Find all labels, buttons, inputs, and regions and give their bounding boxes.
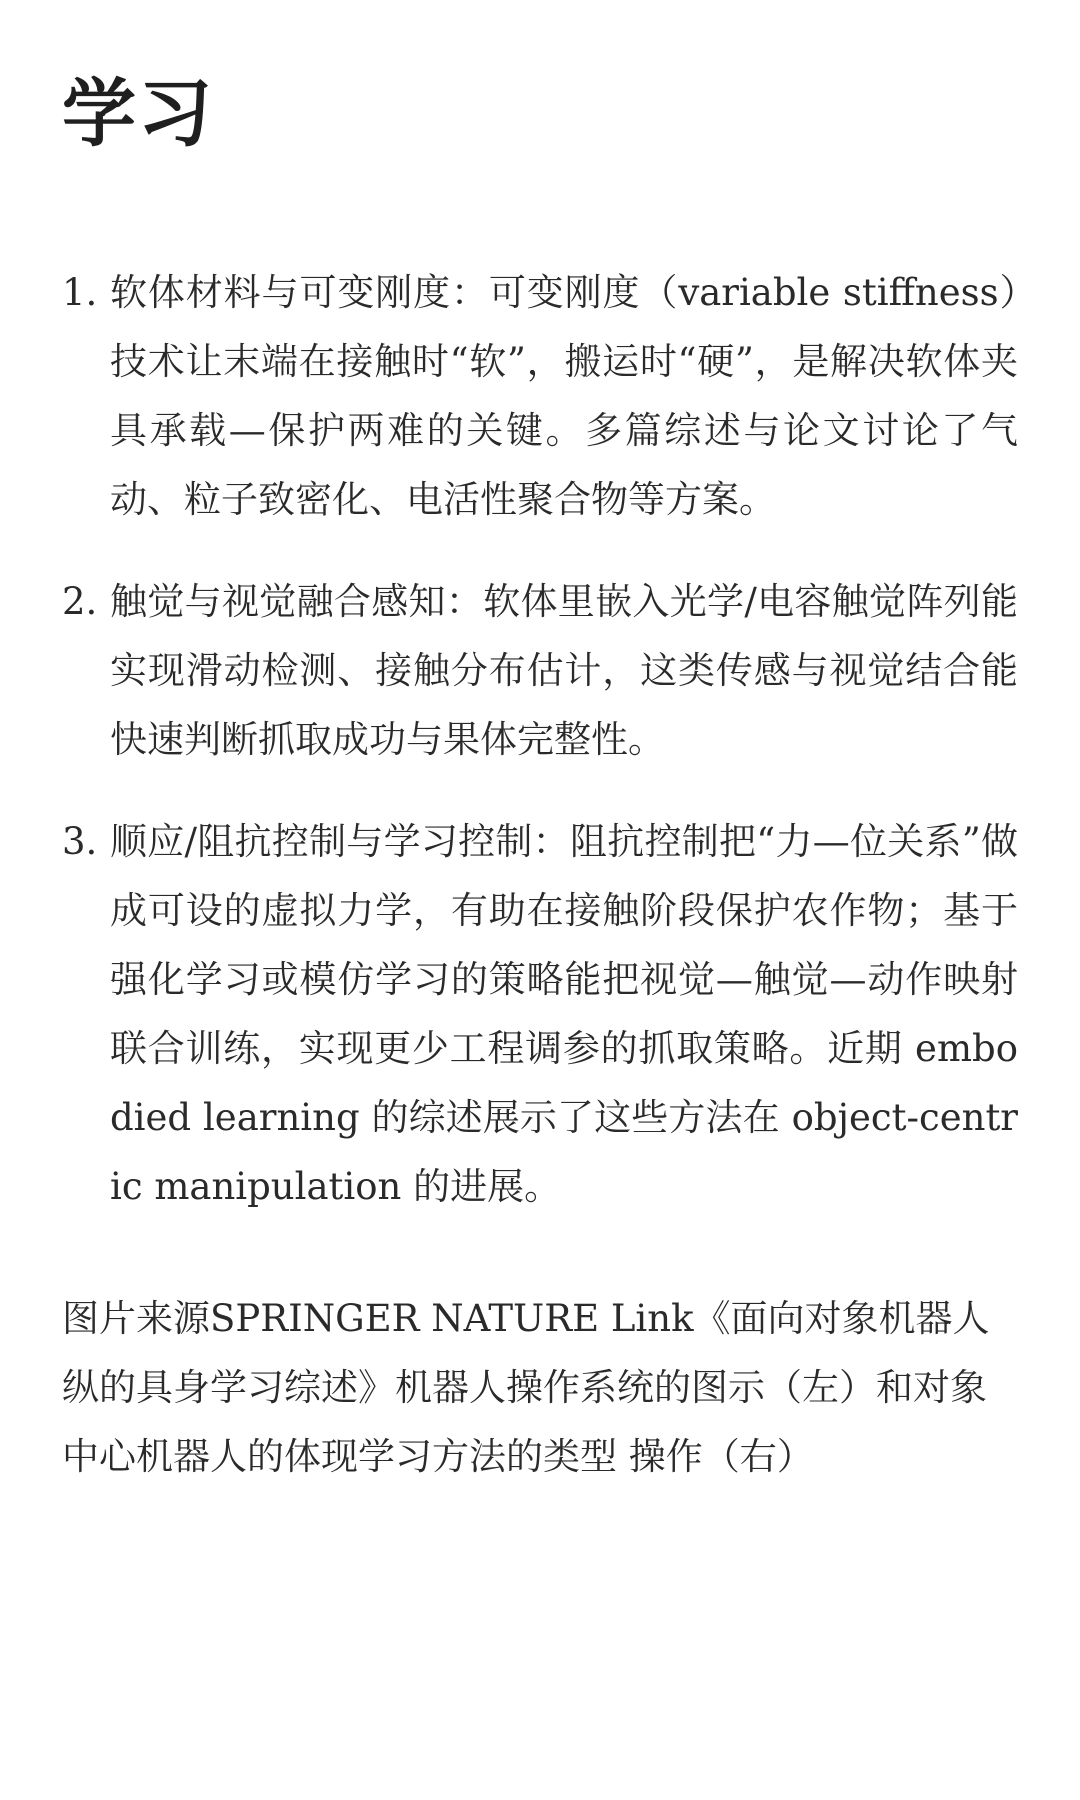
article-body <box>62 0 1018 1491</box>
list-item-text: 软体材料与可变刚度：可变刚度（variable stiffness）技术让末端在接触时“软”，搬运时“硬”，是解决软体夹具承载—保护两难的关键。多篇综述与论文讨论了气动、粒子致密化、电活性聚合物等方案。 <box>110 271 1018 521</box>
list-item-number: 1. <box>62 271 98 314</box>
list-item-text: 顺应/阻抗控制与学习控制：阻抗控制把“力—位关系”做成可设的虚拟力学，有助在接触阶段保护农作物；基于强化学习或模仿学习的策略能把视觉—触觉—动作映射联合训练，实现更少工程调参的抓取策略。近期 embodied learning 的综述展示了这些方法在 object-centric manipulation 的进展。 <box>110 820 1018 1208</box>
list-item-number: 2. <box>62 580 98 623</box>
image-source-caption: 图片来源SPRINGER NATURE Link《面向对象机器人纵的具身学习综述》机器人操作系统的图示（左）和对象中心机器人的体现学习方法的类型 操作（右） <box>62 1297 990 1478</box>
list-item-text: 触觉与视觉融合感知：软体里嵌入光学/电容触觉阵列能实现滑动检测、接触分布估计，这类传感与视觉结合能快速判断抓取成功与果体完整性。 <box>110 580 1018 761</box>
numbered-list <box>62 258 1018 1221</box>
list-item-number: 3. <box>62 820 98 863</box>
list-item <box>62 807 1018 1221</box>
list-item <box>62 258 1018 534</box>
list-item <box>62 567 1018 774</box>
section-heading: 学习 <box>62 71 214 157</box>
